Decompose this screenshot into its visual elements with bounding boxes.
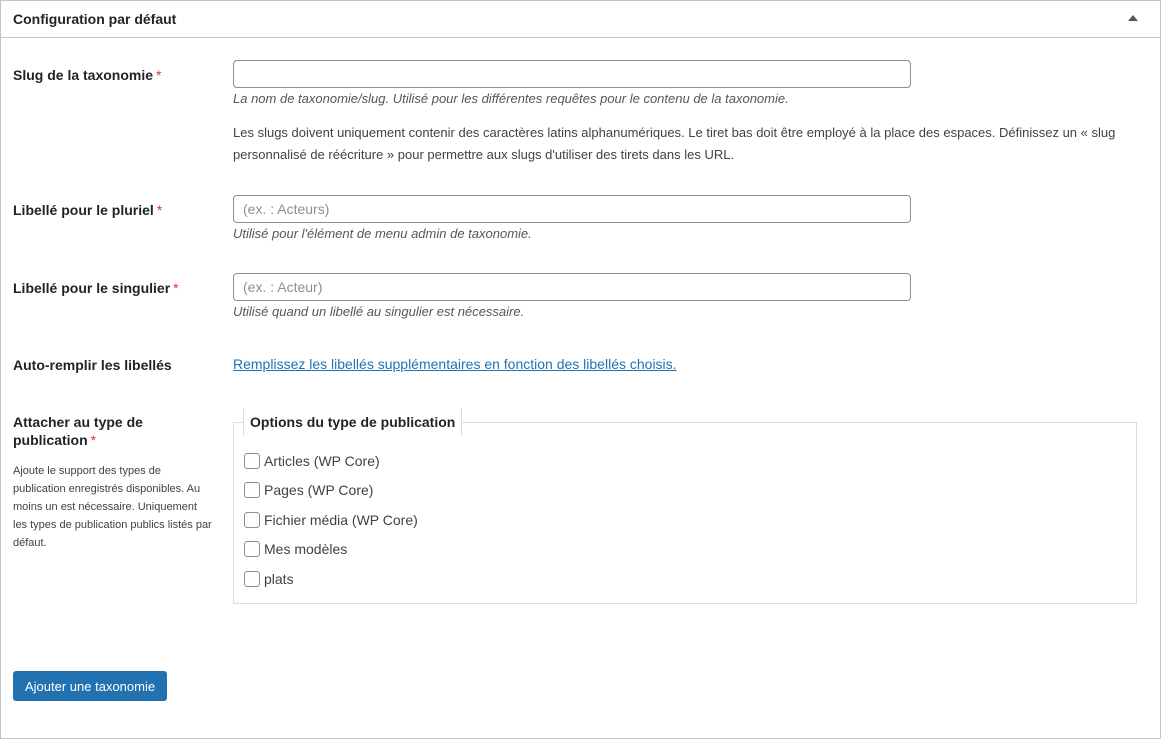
singular-label [13, 279, 179, 297]
singular-label-text: Libellé pour le singulier [13, 280, 171, 296]
checkbox-label: plats [264, 571, 294, 587]
collapse-arrow-icon[interactable] [1128, 15, 1138, 21]
checkbox-box[interactable] [244, 571, 260, 587]
attach-label-line1: Attacher au type de [13, 414, 143, 430]
slug-label-text: Slug de la taxonomie [13, 67, 154, 83]
slug-note: Les slugs doivent uniquement contenir des caractères latins alphanumériques. Le tiret bas doit être employé à la place des espaces. Définissez un « slug personnalisé de réécriture » pour permettre aux slugs d'utiliser des tirets dans les URL. [233, 125, 1116, 162]
plural-description: Utilisé pour l'élément de menu admin de taxonomie. [233, 226, 532, 241]
required-marker: * [90, 432, 97, 448]
required-marker: * [156, 67, 162, 83]
panel-title: Configuration par défaut [13, 11, 177, 27]
checkbox-box[interactable] [244, 453, 260, 469]
add-taxonomy-button[interactable]: Ajouter une taxonomie [13, 671, 167, 701]
slug-label [13, 66, 161, 84]
attach-label-line2: publication [13, 432, 88, 448]
checkbox-box[interactable] [244, 512, 260, 528]
post-type-legend: Options du type de publication [243, 408, 462, 436]
panel-header[interactable] [1, 1, 1160, 38]
plural-input[interactable] [233, 195, 911, 223]
checkbox-label: Fichier média (WP Core) [264, 512, 418, 528]
singular-input[interactable] [233, 273, 911, 301]
required-marker: * [173, 280, 179, 296]
autofill-label: Auto-remplir les libellés [13, 357, 172, 373]
checkbox-label: Articles (WP Core) [264, 453, 380, 469]
plural-label [13, 201, 162, 219]
checkbox-mes-modeles[interactable] [244, 540, 347, 558]
attach-help-text: Ajoute le support des types de publication enregistrés disponibles. Au moins un est nécessaire. Uniquement les types de publication publics listés par défaut. [13, 465, 212, 549]
checkbox-pages[interactable] [244, 481, 373, 499]
slug-input[interactable] [233, 60, 911, 88]
checkbox-box[interactable] [244, 482, 260, 498]
attach-label-line2-wrap [13, 431, 143, 449]
required-marker: * [156, 202, 163, 218]
checkbox-label: Pages (WP Core) [264, 482, 374, 498]
checkbox-articles[interactable] [244, 452, 380, 470]
checkbox-plats[interactable] [244, 570, 294, 588]
singular-description: Utilisé quand un libellé au singulier est nécessaire. [233, 304, 525, 319]
autofill-labels-link[interactable]: Remplissez les libellés supplémentaires en fonction des libellés choisis. [233, 356, 677, 372]
checkbox-label: Mes modèles [264, 541, 348, 557]
attach-label [13, 413, 143, 449]
plural-label-text: Libellé pour le pluriel [13, 202, 154, 218]
slug-description: La nom de taxonomie/slug. Utilisé pour les différentes requêtes pour le contenu de la taxonomie. [233, 91, 789, 106]
checkbox-media[interactable] [244, 511, 418, 529]
checkbox-box[interactable] [244, 541, 260, 557]
